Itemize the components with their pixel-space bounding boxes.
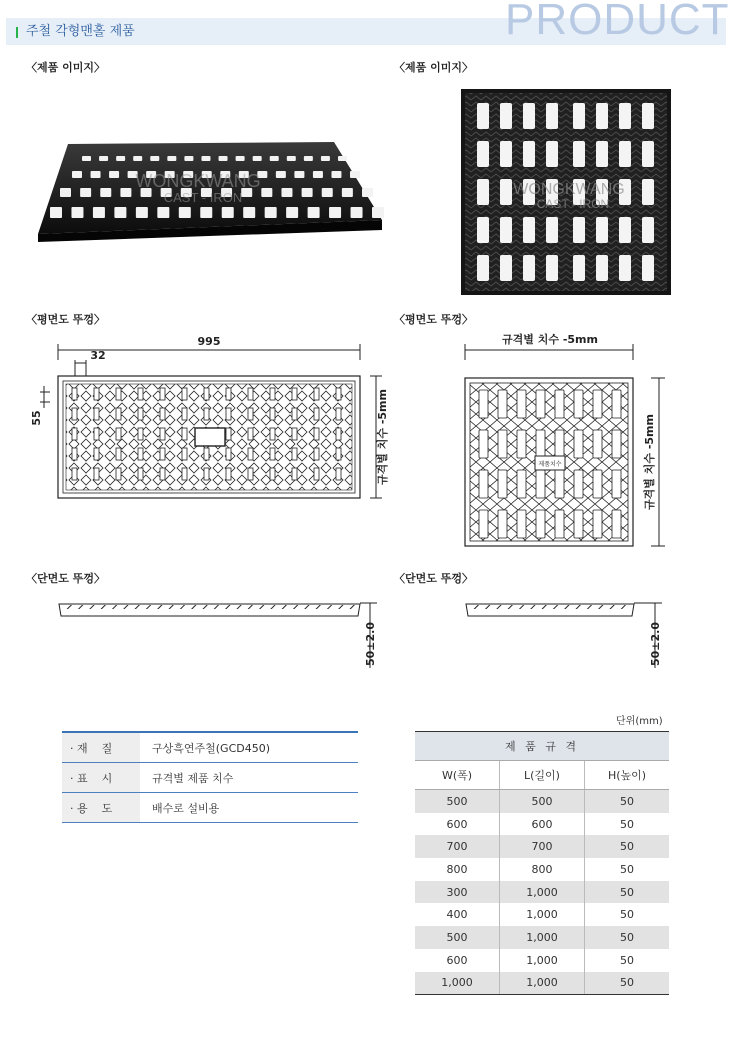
table-cell: 50 bbox=[584, 858, 669, 881]
dim-section-left: 50±2.0 bbox=[364, 621, 377, 667]
grate-hole bbox=[546, 141, 558, 167]
grate-hole bbox=[261, 188, 272, 197]
grate-hole bbox=[182, 388, 187, 400]
grate-hole bbox=[179, 207, 191, 218]
grate-hole bbox=[546, 255, 558, 281]
grate-hole bbox=[116, 448, 121, 460]
grate-hole bbox=[222, 207, 234, 218]
grate-hole bbox=[546, 103, 558, 129]
grate-hole bbox=[270, 448, 275, 460]
grate-hole bbox=[292, 428, 297, 440]
grate-hole bbox=[314, 468, 319, 480]
table-cell: 1,000 bbox=[499, 881, 584, 904]
grate-hole bbox=[138, 448, 143, 460]
grate-hole bbox=[308, 207, 320, 218]
grate-hole bbox=[292, 468, 297, 480]
grate-hole bbox=[133, 156, 142, 161]
grate-hole bbox=[479, 430, 488, 458]
table-cell: 500 bbox=[446, 930, 468, 944]
dim-slot-32: 32 bbox=[90, 349, 106, 362]
grate-hole bbox=[314, 428, 319, 440]
grate-hole bbox=[479, 470, 488, 498]
grate-hole bbox=[114, 207, 126, 218]
grate-hole bbox=[226, 408, 231, 420]
table-cell: 50 bbox=[584, 813, 669, 836]
grate-hole bbox=[498, 470, 507, 498]
table-cell: 500 bbox=[446, 794, 468, 808]
grate-hole bbox=[72, 428, 77, 440]
table-cell: 500 bbox=[499, 790, 584, 813]
dim-side-left: 규격별 치수 -5mm bbox=[376, 389, 389, 485]
grate-hole bbox=[72, 388, 77, 400]
grate-hole bbox=[500, 179, 512, 205]
grate-hole bbox=[94, 428, 99, 440]
grate-hole bbox=[596, 217, 608, 243]
material-key: · 표 시 bbox=[62, 763, 140, 792]
grate-hole bbox=[292, 448, 297, 460]
grate-hole bbox=[99, 156, 108, 161]
product-photo-square-grate bbox=[461, 89, 671, 295]
grate-hole bbox=[336, 428, 341, 440]
grate-hole bbox=[331, 171, 341, 178]
dim-top-right: 규격별 치수 -5mm bbox=[502, 333, 598, 346]
grate-hole bbox=[270, 408, 275, 420]
grate-hole bbox=[270, 428, 275, 440]
grate-hole bbox=[612, 390, 621, 418]
grate-hole bbox=[116, 388, 121, 400]
section-label-image-right: 〈제품 이미지〉 bbox=[394, 61, 473, 74]
grate-hole bbox=[116, 408, 121, 420]
grate-hole bbox=[182, 408, 187, 420]
grate-hole bbox=[642, 217, 654, 243]
grate-hole bbox=[479, 390, 488, 418]
grate-hole bbox=[94, 388, 99, 400]
grate-hole bbox=[72, 408, 77, 420]
grate-hole bbox=[477, 141, 489, 167]
grate-hole bbox=[322, 188, 333, 197]
grate-hole bbox=[71, 207, 83, 218]
grate-hole bbox=[120, 188, 131, 197]
grate-hole bbox=[573, 103, 585, 129]
grate-hole bbox=[500, 255, 512, 281]
grate-hole bbox=[523, 141, 535, 167]
col-height: H(높이) bbox=[584, 761, 669, 789]
grate-hole bbox=[536, 390, 545, 418]
grate-hole bbox=[138, 428, 143, 440]
grate-hole bbox=[536, 430, 545, 458]
grate-hole bbox=[204, 448, 209, 460]
table-cell: 50 bbox=[584, 972, 669, 995]
table-row bbox=[415, 858, 669, 881]
grate-hole bbox=[574, 390, 583, 418]
grate-hole bbox=[182, 428, 187, 440]
grate-hole bbox=[201, 156, 210, 161]
material-row bbox=[62, 733, 358, 763]
center-label: 제품치수 bbox=[538, 461, 562, 468]
grate-hole bbox=[596, 141, 608, 167]
grate-hole bbox=[72, 171, 82, 178]
grate-hole bbox=[573, 217, 585, 243]
grate-hole bbox=[619, 217, 631, 243]
grate-hole bbox=[116, 468, 121, 480]
grate-hole bbox=[248, 468, 253, 480]
table-cell: 700 bbox=[446, 840, 468, 854]
grate-hole bbox=[182, 448, 187, 460]
grate-hole bbox=[479, 510, 488, 538]
table-cell: 700 bbox=[499, 835, 584, 858]
grate-hole bbox=[243, 207, 255, 218]
table-cell: 50 bbox=[584, 949, 669, 972]
section-label-plan-left: 〈평면도 뚜껑〉 bbox=[26, 313, 105, 326]
table-row bbox=[415, 949, 669, 972]
grate-hole bbox=[477, 255, 489, 281]
grate-hole bbox=[523, 255, 535, 281]
grate-hole bbox=[596, 103, 608, 129]
grate-hole bbox=[596, 255, 608, 281]
dim-section-right: 50±2.0 bbox=[649, 621, 662, 667]
grate-hole bbox=[265, 207, 277, 218]
grate-hole bbox=[226, 428, 231, 440]
material-key: · 용 도 bbox=[62, 793, 140, 822]
grate-hole bbox=[82, 156, 91, 161]
grate-hole bbox=[167, 156, 176, 161]
table-cell: 1,000 bbox=[499, 972, 584, 995]
grate-hole bbox=[372, 207, 384, 218]
grate-hole bbox=[184, 156, 193, 161]
table-row bbox=[415, 881, 669, 904]
dim-width-995: 995 bbox=[197, 335, 221, 348]
section-drawing-square bbox=[462, 598, 672, 673]
grate-hole bbox=[248, 428, 253, 440]
grate-hole bbox=[294, 171, 304, 178]
table-row bbox=[415, 926, 669, 949]
grate-hole bbox=[94, 408, 99, 420]
grate-hole bbox=[555, 390, 564, 418]
grate-hole bbox=[612, 510, 621, 538]
material-key: · 재 질 bbox=[62, 733, 140, 762]
table-cell: 1,000 bbox=[499, 949, 584, 972]
grate-hole bbox=[574, 430, 583, 458]
col-width: W(폭) bbox=[441, 769, 473, 782]
grate-hole bbox=[292, 388, 297, 400]
grate-hole bbox=[94, 448, 99, 460]
page-title: 주철 각형맨홀 제품 bbox=[26, 24, 135, 39]
grate-hole bbox=[157, 207, 169, 218]
grate-hole bbox=[500, 217, 512, 243]
product-photo-long-grate bbox=[38, 142, 388, 242]
table-row bbox=[415, 813, 669, 836]
table-cell: 600 bbox=[446, 953, 468, 967]
grate-hole bbox=[642, 141, 654, 167]
table-cell: 50 bbox=[584, 881, 669, 904]
grate-hole bbox=[50, 207, 62, 218]
grate-hole bbox=[555, 470, 564, 498]
grate-hole bbox=[302, 188, 313, 197]
grate-hole bbox=[517, 430, 526, 458]
table-row bbox=[415, 903, 669, 926]
grate-hole bbox=[182, 468, 187, 480]
grate-hole bbox=[536, 510, 545, 538]
grate-hole bbox=[236, 156, 245, 161]
grate-hole bbox=[109, 171, 119, 178]
grate-hole bbox=[593, 470, 602, 498]
grate-hole bbox=[500, 103, 512, 129]
spec-column-headers bbox=[415, 761, 669, 790]
grate-hole bbox=[80, 188, 91, 197]
grate-hole bbox=[642, 179, 654, 205]
table-cell: 800 bbox=[446, 862, 468, 876]
grate-hole bbox=[477, 103, 489, 129]
table-row bbox=[415, 972, 669, 995]
dim-height-55: 55 bbox=[30, 410, 43, 426]
grate-hole bbox=[517, 510, 526, 538]
table-cell: 600 bbox=[499, 813, 584, 836]
grate-hole bbox=[287, 156, 296, 161]
plan-drawing-square bbox=[455, 330, 670, 550]
grate-hole bbox=[270, 388, 275, 400]
table-cell: 50 bbox=[584, 790, 669, 813]
section-drawing-long bbox=[55, 598, 385, 673]
table-row bbox=[415, 835, 669, 858]
grate-hole bbox=[593, 390, 602, 418]
table-cell: 50 bbox=[584, 903, 669, 926]
table-cell: 400 bbox=[446, 908, 468, 922]
grate-hole bbox=[116, 156, 125, 161]
grate-hole bbox=[150, 156, 159, 161]
table-cell: 50 bbox=[584, 926, 669, 949]
grate-hole bbox=[248, 388, 253, 400]
grate-hole bbox=[253, 156, 262, 161]
grate-hole bbox=[281, 188, 292, 197]
grate-hole bbox=[270, 468, 275, 480]
grate-hole bbox=[204, 468, 209, 480]
grate-hole bbox=[72, 468, 77, 480]
grate-hole bbox=[612, 470, 621, 498]
grate-hole bbox=[138, 468, 143, 480]
grate-hole bbox=[91, 171, 101, 178]
grate-hole bbox=[573, 255, 585, 281]
grate-hole bbox=[226, 468, 231, 480]
section-label-plan-right: 〈평면도 뚜껑〉 bbox=[394, 313, 473, 326]
grate-hole bbox=[573, 141, 585, 167]
material-row bbox=[62, 763, 358, 793]
grate-hole bbox=[523, 103, 535, 129]
material-table bbox=[62, 731, 358, 823]
table-cell: 1,000 bbox=[441, 976, 473, 990]
grate-hole bbox=[362, 188, 373, 197]
photo-brand-line1: WONGKWANG bbox=[135, 171, 261, 191]
grate-hole bbox=[612, 430, 621, 458]
table-cell: 300 bbox=[446, 885, 468, 899]
grate-hole bbox=[336, 388, 341, 400]
photo-brand-line1-right: WONGKWANG bbox=[513, 181, 625, 198]
photo-brand-line2-right: CAST - IRON bbox=[536, 197, 610, 211]
grate-hole bbox=[204, 388, 209, 400]
table-cell: 50 bbox=[584, 835, 669, 858]
grate-hole bbox=[94, 468, 99, 480]
table-cell: 800 bbox=[499, 858, 584, 881]
grate-hole bbox=[498, 390, 507, 418]
grate-hole bbox=[136, 207, 148, 218]
grate-hole bbox=[336, 468, 341, 480]
grate-hole bbox=[536, 470, 545, 498]
grate-hole bbox=[200, 207, 212, 218]
spec-title: 제 품 규 격 bbox=[415, 732, 669, 761]
grate-hole bbox=[517, 470, 526, 498]
grate-hole bbox=[523, 217, 535, 243]
grate-hole bbox=[100, 188, 111, 197]
section-label-section-left: 〈단면도 뚜껑〉 bbox=[26, 572, 105, 585]
grate-hole bbox=[248, 448, 253, 460]
grate-hole bbox=[313, 171, 323, 178]
grate-hole bbox=[477, 217, 489, 243]
grate-hole bbox=[642, 255, 654, 281]
grate-hole bbox=[270, 156, 279, 161]
grate-hole bbox=[226, 448, 231, 460]
grate-hole bbox=[593, 510, 602, 538]
grate-hole bbox=[60, 188, 71, 197]
grate-hole bbox=[93, 207, 105, 218]
grate-hole bbox=[574, 510, 583, 538]
table-cell: 1,000 bbox=[499, 903, 584, 926]
photo-brand-line2: CAST - IRON bbox=[163, 190, 243, 205]
grate-hole bbox=[138, 408, 143, 420]
grate-hole bbox=[314, 388, 319, 400]
grate-hole bbox=[593, 430, 602, 458]
grate-hole bbox=[72, 448, 77, 460]
material-value: 규격별 제품 치수 bbox=[152, 771, 234, 785]
grate-hole bbox=[286, 207, 298, 218]
grate-hole bbox=[350, 171, 360, 178]
grate-hole bbox=[160, 408, 165, 420]
grate-hole bbox=[336, 408, 341, 420]
grate-hole bbox=[619, 103, 631, 129]
grate-hole bbox=[555, 430, 564, 458]
plan-drawing-long bbox=[20, 330, 390, 510]
grate-hole bbox=[138, 388, 143, 400]
spec-table bbox=[415, 731, 669, 995]
grate-hole bbox=[116, 428, 121, 440]
grate-hole bbox=[342, 188, 353, 197]
col-length: L(길이) bbox=[499, 761, 584, 789]
grate-hole bbox=[276, 171, 286, 178]
grate-hole bbox=[314, 448, 319, 460]
section-label-image-left: 〈제품 이미지〉 bbox=[26, 61, 105, 74]
spec-body bbox=[415, 790, 669, 994]
grate-hole bbox=[498, 430, 507, 458]
grate-hole bbox=[204, 408, 209, 420]
grate-hole bbox=[338, 156, 347, 161]
grate-hole bbox=[619, 141, 631, 167]
grate-hole bbox=[477, 179, 489, 205]
title-marker bbox=[16, 27, 18, 38]
material-value: 구상흑연주철(GCD450) bbox=[152, 741, 271, 755]
grate-hole bbox=[314, 408, 319, 420]
table-cell: 600 bbox=[446, 817, 468, 831]
section-label-section-right: 〈단면도 뚜껑〉 bbox=[394, 572, 473, 585]
grate-hole bbox=[304, 156, 313, 161]
material-row bbox=[62, 793, 358, 823]
table-row bbox=[415, 790, 669, 813]
grate-hole bbox=[555, 510, 564, 538]
grate-hole bbox=[292, 408, 297, 420]
material-value: 배수로 설비용 bbox=[152, 801, 220, 815]
grate-hole bbox=[351, 207, 363, 218]
grate-hole bbox=[226, 388, 231, 400]
grate-hole bbox=[500, 141, 512, 167]
grate-hole bbox=[160, 468, 165, 480]
grate-hole bbox=[160, 428, 165, 440]
grate-hole bbox=[517, 390, 526, 418]
grate-hole bbox=[219, 156, 228, 161]
unit-label: 단위(mm) bbox=[616, 716, 663, 727]
dim-side-right: 규격별 치수 -5mm bbox=[643, 414, 656, 510]
grate-hole bbox=[546, 217, 558, 243]
table-cell: 1,000 bbox=[499, 926, 584, 949]
grate-hole bbox=[574, 470, 583, 498]
grate-hole bbox=[336, 448, 341, 460]
grate-hole bbox=[329, 207, 341, 218]
grate-hole bbox=[498, 510, 507, 538]
grate-hole bbox=[642, 103, 654, 129]
grate-hole bbox=[619, 255, 631, 281]
grate-hole bbox=[160, 448, 165, 460]
grate-hole bbox=[160, 388, 165, 400]
header-watermark: PRODUCT bbox=[505, 0, 730, 44]
grate-hole bbox=[248, 408, 253, 420]
grate-hole bbox=[321, 156, 330, 161]
